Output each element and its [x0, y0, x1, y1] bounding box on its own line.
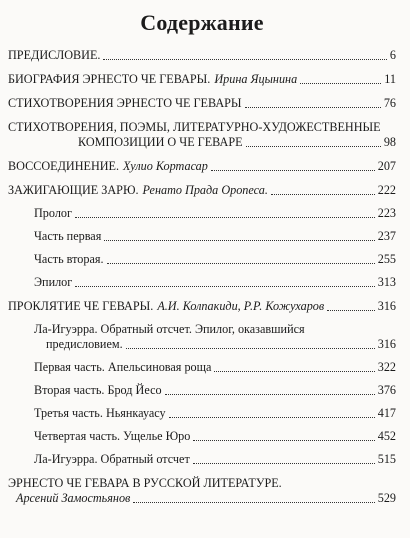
toc-leader-dots	[104, 240, 374, 241]
toc-leader-dots	[271, 194, 375, 195]
toc-entry-author: А.И. Колпакиди, Р.Р. Кожухаров	[157, 299, 325, 313]
toc-entry-label: БИОГРАФИЯ ЭРНЕСТО ЧЕ ГЕВАРЫ.	[8, 72, 211, 86]
toc-leader-dots	[169, 417, 375, 418]
toc-page-number: 11	[384, 72, 396, 86]
toc-entry-label: Эпилог	[34, 275, 73, 289]
toc-entry-label: Третья часть. Ньянкауасу	[34, 406, 166, 420]
toc-page-number: 452	[377, 429, 396, 443]
toc-entry-label: Часть вторая.	[34, 252, 104, 266]
toc-subentry	[8, 206, 396, 221]
toc-entry-author: Ренато Прада Оропеса.	[142, 183, 268, 197]
toc-subentry	[8, 383, 396, 398]
toc-subentry	[8, 229, 396, 244]
toc-subentry	[8, 429, 396, 444]
toc-subentry	[8, 252, 396, 267]
toc-entry	[8, 96, 396, 111]
toc-page-number: 6	[389, 48, 396, 62]
toc-page-number: 255	[377, 252, 396, 266]
toc-page-number: 529	[377, 491, 396, 505]
toc-page-number: 322	[377, 360, 396, 374]
toc-page-number: 316	[377, 299, 396, 313]
toc-entry-label: СТИХОТВОРЕНИЯ ЭРНЕСТО ЧЕ ГЕВАРЫ	[8, 96, 242, 110]
toc-entry-continuation	[8, 135, 396, 150]
toc-entry-label: Ла-Игуэрра. Обратный отсчет	[34, 452, 190, 466]
toc-entry-label: СТИХОТВОРЕНИЯ, ПОЭМЫ, ЛИТЕРАТУРНО-ХУДОЖЕСТВЕННЫЕ	[8, 120, 381, 134]
page-title: Содержание	[140, 10, 264, 35]
toc-entry-label: ЭРНЕСТО ЧЕ ГЕВАРА В РУССКОЙ ЛИТЕРАТУРЕ.	[8, 476, 282, 490]
toc-page-number: 316	[377, 337, 396, 351]
toc-entry-label: Вторая часть. Брод Йесо	[34, 383, 162, 397]
toc-leader-dots	[126, 348, 375, 349]
toc-leader-dots	[75, 217, 375, 218]
toc-entry	[8, 72, 396, 87]
toc-subentry	[8, 322, 396, 352]
toc-page-number: 313	[377, 275, 396, 289]
toc-page-number: 76	[383, 96, 396, 110]
toc-entry	[8, 120, 396, 150]
toc-entry	[8, 183, 396, 198]
toc-entry-author: Арсений Замостьянов	[16, 491, 131, 505]
toc-leader-dots	[245, 107, 381, 108]
toc-page-number: 417	[377, 406, 396, 420]
toc-page-number: 207	[377, 159, 396, 173]
toc-page-number: 376	[377, 383, 396, 397]
toc-entry	[8, 476, 396, 506]
toc-page-number: 237	[377, 229, 396, 243]
toc-page-number: 222	[377, 183, 396, 197]
toc-entry-label: КОМПОЗИЦИИ О ЧЕ ГЕВАРЕ	[78, 135, 243, 149]
toc-entry-author: Хулио Кортасар	[123, 159, 208, 173]
toc-leader-dots	[214, 371, 374, 372]
toc-page-number: 223	[377, 206, 396, 220]
toc-leader-dots	[300, 83, 381, 84]
toc-entry-label: ВОССОЕДИНЕНИЕ.	[8, 159, 120, 173]
toc-subentry	[8, 406, 396, 421]
toc-leader-dots	[211, 170, 375, 171]
toc-entry-label: предисловием.	[46, 337, 123, 351]
toc-entry-author: Ирина Яцынина	[214, 72, 298, 86]
toc-entry	[8, 48, 396, 63]
toc-entry-continuation	[34, 337, 396, 352]
toc-subentry	[8, 452, 396, 467]
toc-leader-dots	[75, 286, 374, 287]
table-of-contents	[8, 48, 396, 506]
toc-entry-label: Ла-Игуэрра. Обратный отсчет. Эпилог, оказавшийся	[34, 322, 305, 336]
toc-page-number: 515	[377, 452, 396, 466]
toc-entry-label: Часть первая	[34, 229, 102, 243]
toc-entry	[8, 299, 396, 314]
toc-entry-label: Первая часть. Апельсиновая роща	[34, 360, 212, 374]
toc-leader-dots	[193, 440, 374, 441]
toc-leader-dots	[103, 59, 386, 60]
toc-entry-continuation	[8, 491, 396, 506]
toc-leader-dots	[327, 310, 375, 311]
toc-entry	[8, 159, 396, 174]
toc-entry-label: Четвертая часть. Ущелье Юро	[34, 429, 191, 443]
toc-leader-dots	[165, 394, 375, 395]
toc-entry-label: ЗАЖИГАЮЩИЕ ЗАРЮ.	[8, 183, 139, 197]
toc-entry-label: Пролог	[34, 206, 73, 220]
toc-entry-label: ПРЕДИСЛОВИЕ.	[8, 48, 101, 62]
toc-leader-dots	[246, 146, 381, 147]
toc-leader-dots	[193, 463, 375, 464]
toc-entry-label: ПРОКЛЯТИЕ ЧЕ ГЕВАРЫ.	[8, 299, 154, 313]
toc-leader-dots	[133, 502, 374, 503]
toc-leader-dots	[107, 263, 375, 264]
toc-subentry	[8, 360, 396, 375]
toc-page-number: 98	[383, 135, 396, 149]
toc-subentry	[8, 275, 396, 290]
